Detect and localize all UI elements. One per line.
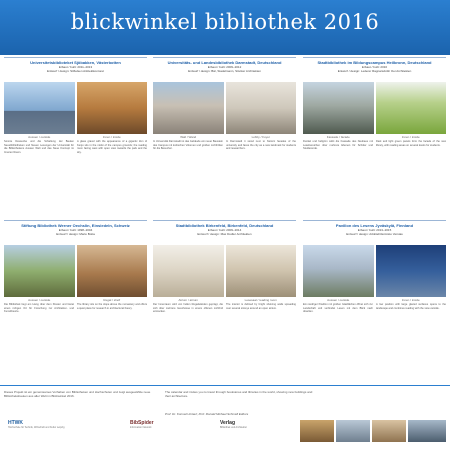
library-photo xyxy=(226,82,297,134)
library-card xyxy=(153,220,296,359)
library-photo xyxy=(4,82,75,134)
library-photo xyxy=(376,82,447,134)
library-design: Entwurf / design: Arkkitehtitoimisto Verstas xyxy=(346,232,403,236)
library-card xyxy=(4,57,147,196)
library-text: Die Bibliothek liegt am Hang über dem Kloster und bietet einen ruhigen Ort für Forschung zur Architektur- und Kunsttheorie. xyxy=(4,303,74,314)
library-photo xyxy=(226,245,297,297)
library-header xyxy=(4,57,147,82)
logo-name: BibSpider xyxy=(130,420,154,426)
footer-text: The calendar and invites you to travel through bookstores and libraries in the world, showing new buildings and their architecture. xyxy=(165,390,313,398)
library-text: In Darmstadt it stood next to historic facades of the university and faces the city as a new landmark for students and researchers. xyxy=(226,140,296,151)
library-header xyxy=(4,220,147,245)
library-header xyxy=(303,57,446,82)
library-card xyxy=(4,220,147,359)
library-text: Ein niedriger Pavillon mit großen Glasflächen öffnet sich zur Landschaft und verbindet Lesen mit dem Blick nach draußen. xyxy=(303,303,373,314)
logo-sub: Bibliothek und Architektur xyxy=(220,426,247,429)
library-design: Entwurf / design: Max Dudler Architekten xyxy=(197,232,252,236)
library-photo xyxy=(4,245,75,297)
library-title: Stadtbibliothek im Bildungscampus Heilbronn, Deutschland xyxy=(317,60,432,65)
library-photo xyxy=(303,82,374,134)
library-text: A glass gravel with the appearance of a gigantic Zen of Kenjo sits in the midst of the campus grounds; the reading room facing west with open view towards the park and the sky. xyxy=(77,140,147,154)
library-title: Stiftung Bibliothek Werner Oechslin, Einsiedeln, Schweiz xyxy=(21,223,130,228)
library-title: Stadtbibliothek Birkenfeld, Birkenfeld, Deutschland xyxy=(175,223,274,228)
footer-photo xyxy=(336,420,370,442)
logo-bibspider xyxy=(130,420,200,440)
footer-photo xyxy=(372,420,406,442)
library-design: Entwurf / design: Stiftelsen Arkitektkontoret xyxy=(46,69,105,73)
footer-credits: Prof. Dr. Konrad Umlauf, Prof. Ronald Michael Schmidt Editors xyxy=(165,412,249,416)
logo-name: HTWK xyxy=(8,420,23,426)
photo-caption: Innen / inside xyxy=(401,135,420,139)
photo-caption: Innen / inside xyxy=(401,298,420,302)
footer xyxy=(0,385,450,451)
footer-photo xyxy=(300,420,334,442)
library-text: A low pavilion with large glazed surfaces opens to the landscape and combines reading with the view outside. xyxy=(376,303,446,310)
library-photo xyxy=(303,245,374,297)
library-text: Sonnte Dessenbe und die Schaltung der Bauten Neustbibliotheken und Neuen Lesungen der Universität für die Bibliothekens Aussen Welt und das Neue Konzept im Inneren Raum. xyxy=(4,140,74,154)
library-photo xyxy=(153,82,224,134)
photo-caption: Aussen / outside xyxy=(327,298,350,302)
photo-caption: Atrium / atrium xyxy=(178,298,198,302)
library-design: Entwurf / design: Mario Botta xyxy=(56,232,95,236)
header-banner xyxy=(0,0,450,55)
library-built: Erbaut / built: 2009–2014 xyxy=(207,228,242,232)
library-built: Erbaut / built: 2016 xyxy=(361,65,388,69)
logo-sub: Hochschule für Technik, Wirtschaft und Kultur Leipzig xyxy=(8,426,65,429)
library-header xyxy=(153,220,296,245)
footer-text: Dieses Projekt ist ein gemeinsames Vorhaben von Bibliotheken und Hochschulen und zeigt ausgewählte neue Bibliotheksbauten aus aller Welt im Blickwinkel 2016. xyxy=(4,390,151,398)
library-built: Erbaut / built: 1998–2004 xyxy=(58,228,93,232)
library-built: Erbaut / built: 2011–2013 xyxy=(58,65,93,69)
page-title: blickwinkel bibliothek 2016 xyxy=(70,10,380,34)
library-title: Pavillon des Lesens Jyväskylä, Finnland xyxy=(335,223,414,228)
library-text: The library sits on the slope above the monastery and offers a quiet place for research in architectural theory. xyxy=(77,303,147,310)
library-card xyxy=(303,57,446,196)
library-design: Entwurf / design: Lederer Ragnarsdóttir Oei Architekten xyxy=(337,69,412,73)
library-text: Dunkel und hellgrün wirkt die Fassade des Neubaus mit Lesebereichen über mehrere Ebenen für Schüler und Studierende. xyxy=(303,140,373,151)
photo-caption: Innen / inside xyxy=(102,135,121,139)
library-text: Dark and light green panels form the facade of the new library, with reading areas on several levels for students. xyxy=(376,140,446,147)
library-built: Erbaut / built: 2009–2012 xyxy=(207,65,242,69)
photo-caption: Regal / shelf xyxy=(103,298,121,302)
library-title: Universitetsbiblioteket Sjöbakken, Västerbotten xyxy=(30,60,121,65)
photo-caption: Wall / Wand xyxy=(180,135,197,139)
logo-htwk xyxy=(8,420,78,440)
library-text: Der Innenraum wird von hellen Regalwänden geprägt, die sich über mehrere Geschosse in einem offenen Lichthof erstrecken. xyxy=(153,303,223,314)
logo-verlag xyxy=(220,420,290,440)
photo-caption: Aussen / outside xyxy=(28,298,51,302)
library-header xyxy=(303,220,446,245)
logo-sub: Information Network xyxy=(130,426,152,429)
library-card xyxy=(153,57,296,196)
library-header xyxy=(153,57,296,82)
library-built: Erbaut / built: 2013–2015 xyxy=(357,228,392,232)
library-photo xyxy=(77,245,148,297)
library-photo xyxy=(77,82,148,134)
photo-caption: Lesesaal / reading room xyxy=(244,298,277,302)
footer-photo xyxy=(408,420,446,442)
photo-caption: Lobby / Foyer xyxy=(251,135,270,139)
library-photo xyxy=(376,245,447,297)
logo-name: Verlag xyxy=(220,420,236,426)
library-text: The interior is defined by bright shelving walls spreading over several storeys around an open atrium. xyxy=(226,303,296,310)
library-title: Universitäts- und Landesbibliothek Darmstadt, Deutschland xyxy=(167,60,282,65)
library-photo xyxy=(153,245,224,297)
photo-caption: Fassade / facade xyxy=(326,135,350,139)
library-design: Entwurf / design: Bär, Stadelmann, Stöcker Architekten xyxy=(188,69,261,73)
library-text: In Universität Darmstadt ist das Gebäude ein neuer Baustein des Campus mit kubischen Volumen und großen Lichthöfen für die Besucher. xyxy=(153,140,223,151)
photo-caption: Aussen / outside xyxy=(28,135,51,139)
library-card xyxy=(303,220,446,359)
